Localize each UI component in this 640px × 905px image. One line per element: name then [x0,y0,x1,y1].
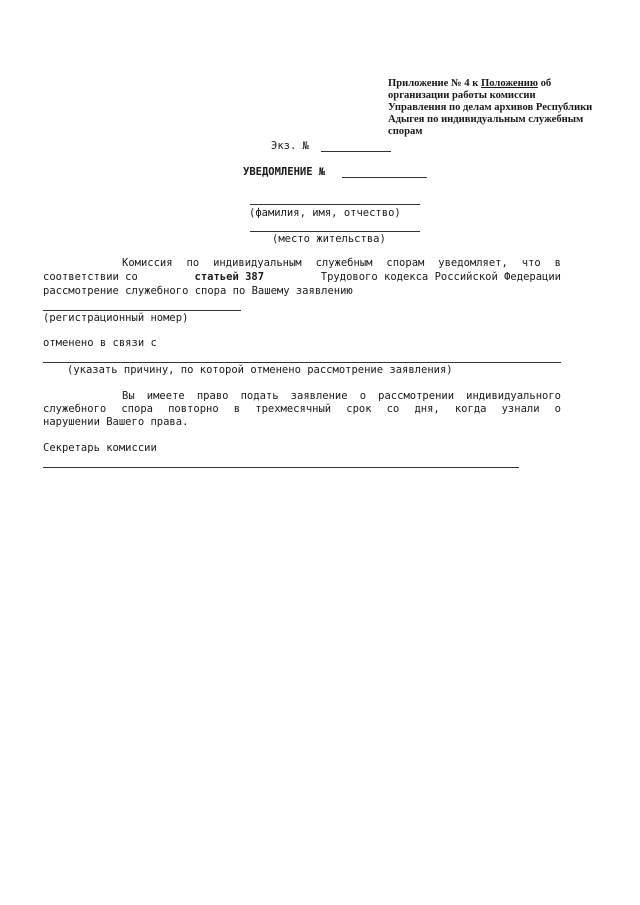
word: что [521,257,541,269]
registration-number-field[interactable] [43,310,241,311]
paragraph-notice-line-3: рассмотрение служебного спора по Вашему заявлению [43,285,353,297]
secretary-signature-field[interactable] [43,467,519,468]
paragraph-rights-line-2: служебного спора повторно в трехмесячный срок со дня, когда узнали о [43,403,561,415]
word: Комиссия [122,257,173,269]
annex-regulation-link[interactable]: Положению [481,78,538,89]
annex-line-4: Адыгея по индивидуальным служебным [388,114,584,125]
text-segment: соответствии со [43,271,138,283]
copy-number-label: Экз. № [271,140,309,152]
word: в [554,257,561,269]
annex-line-1 [388,78,623,90]
fio-caption: (фамилия, имя, отчество) [249,207,401,219]
annex-prefix: Приложение № 4 к [388,78,482,89]
word: индивидуальным [213,257,302,269]
notice-number-field[interactable] [342,177,427,178]
annex-line-2: организации работы комиссии [388,90,536,101]
annex-line-3: Управления по делам архивов Республики [388,102,593,113]
paragraph-rights-line-1: Вы имеете право подать заявление о рассмотрении индивидуального [122,390,561,402]
copy-number-field[interactable] [321,151,391,152]
reason-field[interactable] [43,362,561,363]
cancelled-label: отменено в связи с [43,337,157,349]
annex-line-5: спорам [388,126,423,137]
notice-title: УВЕДОМЛЕНИЕ № [243,166,326,178]
paragraph-notice-line-2 [43,271,561,283]
annex-suffix: об [537,78,552,89]
residence-field[interactable] [250,231,420,232]
paragraph-notice-line-1 [43,257,561,269]
paragraph-rights-line-3: нарушении Вашего права. [43,416,189,428]
reason-caption: (указать причину, по которой отменено рассмотрение заявления) [67,364,453,376]
residence-caption: (место жительства) [272,233,386,245]
word: уведомляет, [438,257,508,269]
fio-field[interactable] [250,204,420,205]
text-segment: Трудового кодекса Российской Федерации [320,271,561,283]
word: спорам [386,257,425,269]
registration-caption: (регистрационный номер) [43,312,189,324]
annex-header [388,78,623,138]
article-reference: статьей 387 [194,271,265,283]
secretary-label: Секретарь комиссии [43,442,157,454]
word: служебным [315,257,373,269]
word: по [186,257,200,269]
